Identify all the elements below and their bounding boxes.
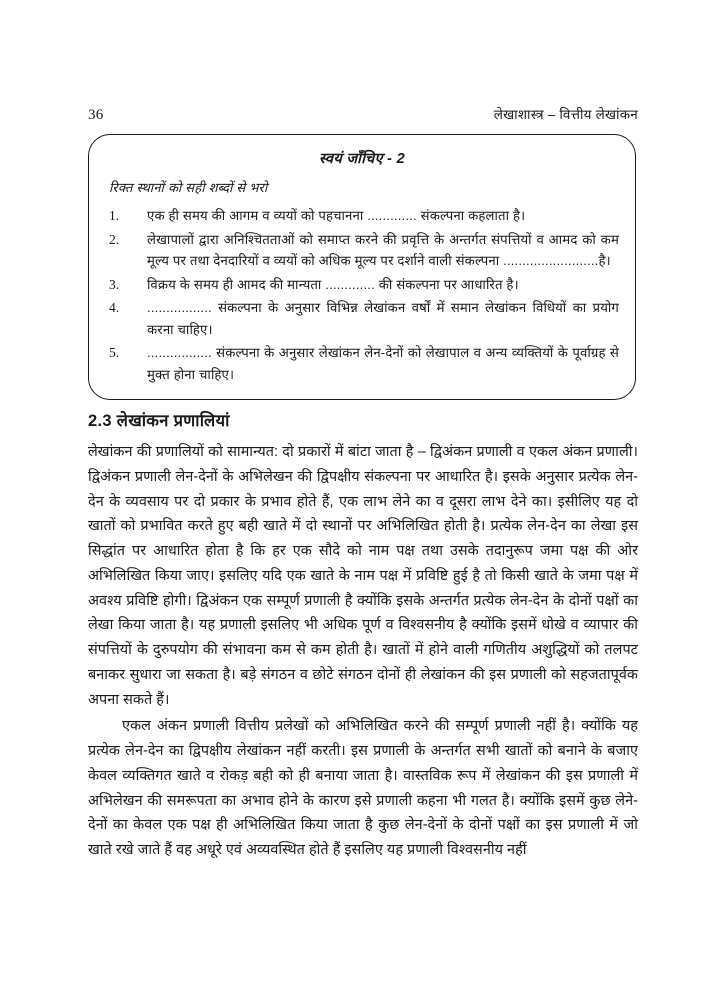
fill-in-questions-list xyxy=(105,205,619,385)
list-item-number: 2. xyxy=(109,231,120,247)
list-item xyxy=(105,297,619,340)
paragraph: एकल अंकन प्रणाली वित्तीय प्रलेखों को अभिलिखित करने की सम्पूर्ण प्रणाली नहीं है। क्योंकि यह प्रत्येक लेन-देन का द्विपक्षीय लेखांकन नहीं करती। इस प्रणाली के अन्तर्गत सभी खातों को बनाने के बजाए केवल व्यक्तिगत खाते व रोकड़ बही को ही बनाया जाता है। वास्तविक रूप में लेखांकन की इस प्रणाली में अभिलेखन की समरूपता का अभाव होने के कारण इसे प्रणाली कहना भी गलत है। क्योंकि इसमें कुछ लेने-देनों का केवल एक पक्ष ही अभिलिखित किया जाता है कुछ लेन-देनों के दोनों पक्षों का इस प्रणाली में जो खाते रखे जाते हैं वह अधूरे एवं अव्यवस्थित होते हैं इसलिए यह प्रणाली विश्वसनीय नहीं xyxy=(88,718,638,859)
list-item-number: 4. xyxy=(109,300,120,316)
list-item xyxy=(105,205,619,227)
book-title: लेखाशास्त्र – वित्तीय लेखांकन xyxy=(493,107,638,122)
list-item xyxy=(105,229,619,272)
section-body xyxy=(88,440,638,863)
list-item-text: ................. संकल्पना के अनुसार लेखांकन लेन-देनों को लेखापाल व अन्य व्यक्तियों के पूर्वाग्रह से मुक्त होना चाहिए। xyxy=(147,345,619,382)
list-item xyxy=(105,274,619,296)
section-heading: 2.3 लेखांकन प्रणालियां xyxy=(88,412,230,430)
list-item-text: ................. संकल्पना के अनुसार विभिन्न लेखांकन वर्षों में समान लेखांकन विधियों का प्रयोग करना चाहिए। xyxy=(147,300,619,337)
list-item xyxy=(105,342,619,385)
list-item-text: लेखापालों द्वारा अनिश्चितताओं को समाप्त करने की प्रवृत्ति के अन्तर्गत संपत्तियों व आमद को कम मूल्य पर तथा देनदारियों व व्ययों को अधिक मूल्य पर दर्शाने वाली संकल्पना .........................है। xyxy=(147,231,619,269)
running-header xyxy=(88,106,638,124)
list-item-text: एक ही समय की आगम व व्ययों को पहचानना ............. संकल्पना कहलाता है। xyxy=(147,208,526,223)
fill-in-instruction: रिक्त स्थानों को सही शब्दों से भरो xyxy=(109,180,268,195)
page-number: 36 xyxy=(88,107,104,123)
list-item-number: 1. xyxy=(109,208,120,223)
list-item-number: 5. xyxy=(109,345,120,361)
list-item-text: विक्रय के समय ही आमद की मान्यता ............. की संकल्पना पर आधारित है। xyxy=(147,276,519,292)
list-item-number: 3. xyxy=(109,276,120,292)
check-yourself-title: स्वयं जाँचिए - 2 xyxy=(319,151,405,167)
check-yourself-box xyxy=(88,134,636,400)
paragraph: लेखांकन की प्रणालियों को सामान्यत: दो प्रकारों में बांटा जाता है – द्विअंकन प्रणाली व एकल अंकन प्रणाली। द्विअंकन प्रणाली लेन-देनों के अभिलेखन की द्विपक्षीय संकल्पना पर आधारित है। इसके अनुसार प्रत्येक लेन-देन के व्यवसाय पर दो प्रकार के प्रभाव होते हैं, एक लाभ लेने का व दूसरा लाभ देने का। इसीलिए यह दो खातों को प्रभावित करते हुए बही खाते में दो स्थानों पर अभिलिखित होती है। प्रत्येक लेन-देन का लेखा इस सिद्धांत पर आधारित होता है कि हर एक सौदे को नाम पक्ष तथा उसके तदानुरूप जमा पक्ष की ओर अभिलिखित किया जाए। इसलिए यदि एक खाते के नाम पक्ष में प्रविष्टि हुई है तो किसी खाते के जमा पक्ष में अवश्य प्रविष्टि होगी। द्विअंकन एक सम्पूर्ण प्रणाली है क्योंकि इसके अन्तर्गत प्रत्येक लेन-देन के दोनों पक्षों का लेखा किया जाता है। यह प्रणाली इसलिए भी अधिक पूर्ण व विश्वसनीय है क्योंकि इसमें धोखे व व्यापार की संपत्तियों के दुरुपयोग की संभावना कम से कम होती है। खातों में होने वाली गणितीय अशुद्धियों को तलपट बनाकर सुधारा जा सकता है। बड़े संगठन व छोटे संगठन दोनों ही लेखांकन की इस प्रणाली को सहजतापूर्वक अपना सकते हैं। xyxy=(88,444,638,708)
